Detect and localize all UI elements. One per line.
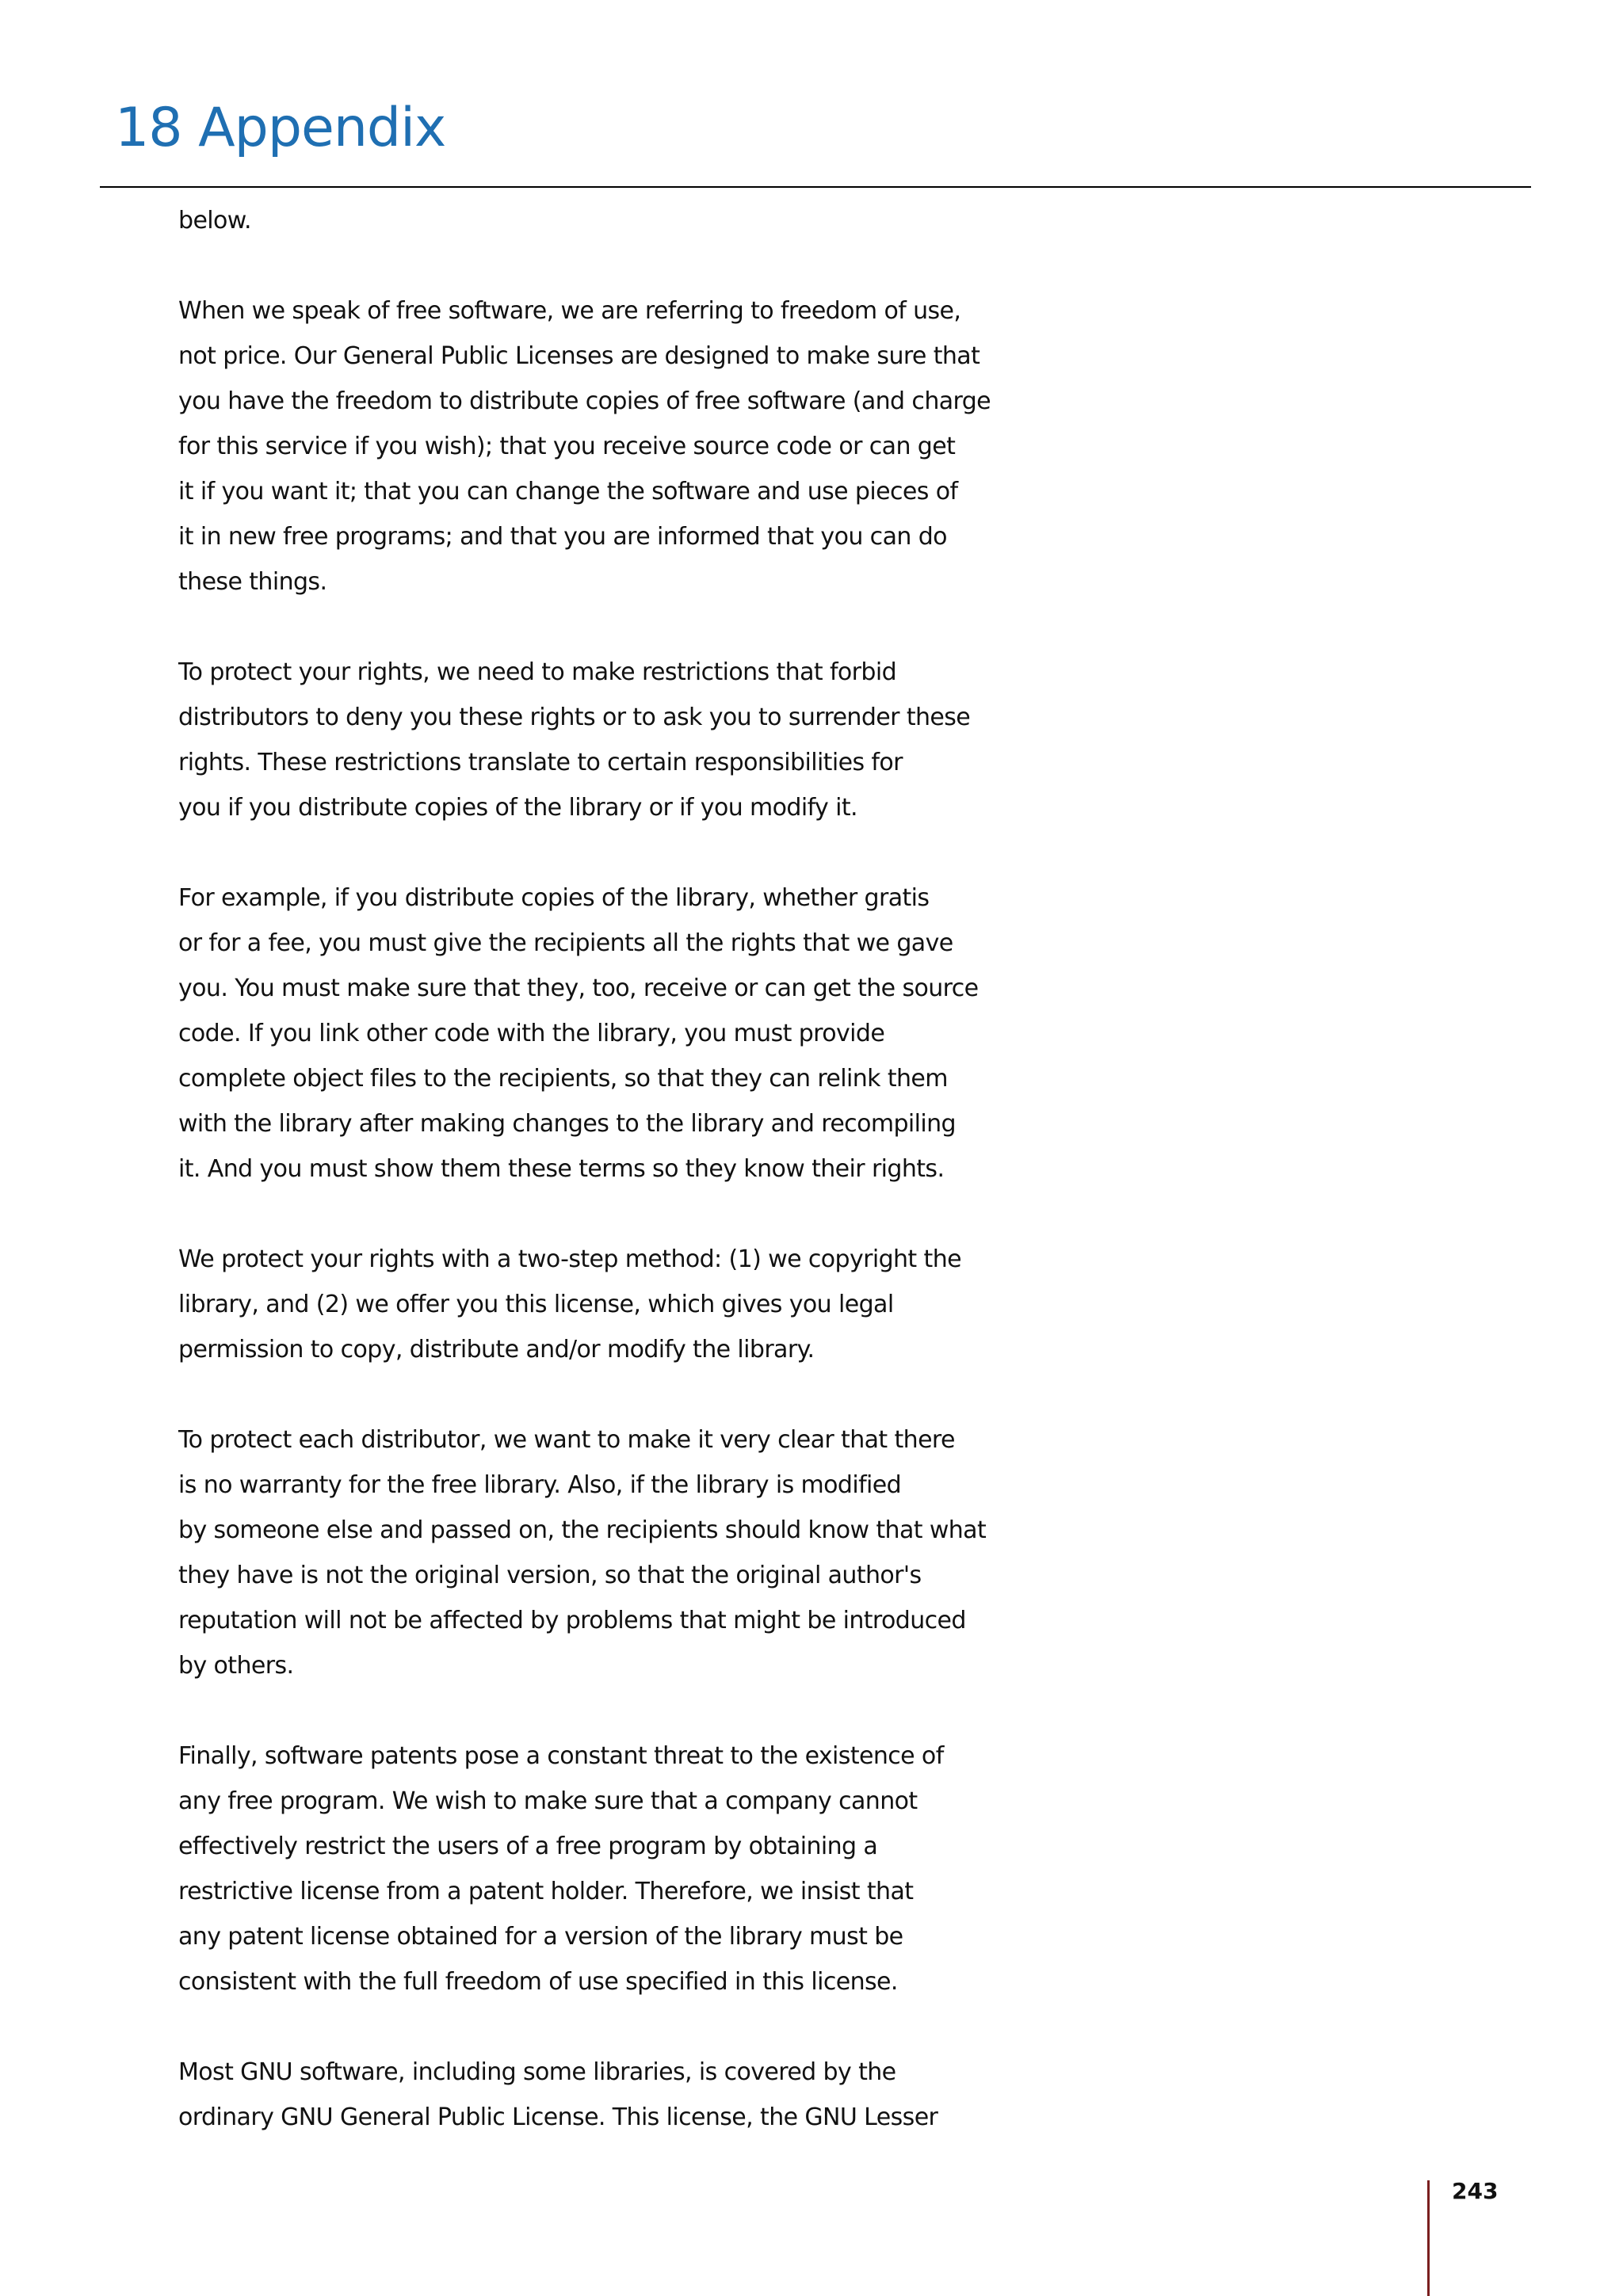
text-line: library, and (2) we offer you this license, which gives you legal — [178, 1291, 894, 1318]
text-line: any free program. We wish to make sure that a company cannot — [178, 1787, 918, 1815]
text-line: or for a fee, you must give the recipients all the rights that we gave — [178, 929, 953, 957]
text-line: distributors to deny you these rights or to ask you to surrender these — [178, 704, 971, 731]
page-number: 243 — [1452, 2178, 1499, 2204]
license-body-text — [178, 198, 1050, 2185]
text-line: these things. — [178, 568, 327, 596]
paragraph — [178, 1733, 1050, 2004]
text-line: To protect your rights, we need to make restrictions that forbid — [178, 658, 897, 686]
text-line: is no warranty for the free library. Also, if the library is modified — [178, 1471, 902, 1499]
text-line: permission to copy, distribute and/or modify the library. — [178, 1336, 815, 1363]
footer-divider — [1427, 2180, 1430, 2296]
header-divider — [100, 186, 1531, 188]
text-line: they have is not the original version, so that the original author's — [178, 1562, 922, 1589]
text-line: by someone else and passed on, the recipients should know that what — [178, 1516, 987, 1544]
text-line: code. If you link other code with the library, you must provide — [178, 1020, 885, 1047]
chapter-title: 18 Appendix — [115, 97, 446, 159]
paragraph — [178, 198, 1050, 243]
text-line: rights. These restrictions translate to certain responsibilities for — [178, 749, 903, 776]
text-line: When we speak of free software, we are referring to freedom of use, — [178, 297, 961, 325]
text-line: with the library after making changes to the library and recompiling — [178, 1110, 956, 1138]
paragraph — [178, 1417, 1050, 1688]
text-line: by others. — [178, 1652, 294, 1680]
paragraph — [178, 650, 1050, 830]
text-line: for this service if you wish); that you receive source code or can get — [178, 433, 956, 460]
text-line: not price. Our General Public Licenses are designed to make sure that — [178, 342, 980, 370]
text-line: restrictive license from a patent holder. Therefore, we insist that — [178, 1878, 914, 1905]
paragraph — [178, 1237, 1050, 1372]
text-line: We protect your rights with a two-step method: (1) we copyright the — [178, 1245, 961, 1273]
text-line: For example, if you distribute copies of the library, whether gratis — [178, 884, 930, 912]
text-line: complete object files to the recipients, so that they can relink them — [178, 1065, 948, 1093]
text-line: you if you distribute copies of the library or if you modify it. — [178, 794, 857, 822]
paragraph — [178, 2050, 1050, 2140]
text-line: ordinary GNU General Public License. This license, the GNU Lesser — [178, 2103, 938, 2131]
paragraph — [178, 288, 1050, 605]
text-line: you. You must make sure that they, too, receive or can get the source — [178, 974, 979, 1002]
text-line: you have the freedom to distribute copies of free software (and charge — [178, 387, 991, 415]
text-line: effectively restrict the users of a free program by obtaining a — [178, 1833, 878, 1860]
text-line: reputation will not be affected by problems that might be introduced — [178, 1607, 966, 1634]
text-line: Most GNU software, including some libraries, is covered by the — [178, 2058, 896, 2086]
text-line: it in new free programs; and that you are informed that you can do — [178, 523, 947, 551]
paragraph — [178, 875, 1050, 1192]
text-line: below. — [178, 207, 251, 235]
text-line: To protect each distributor, we want to make it very clear that there — [178, 1426, 955, 1454]
text-line: any patent license obtained for a version of the library must be — [178, 1923, 903, 1951]
text-line: consistent with the full freedom of use specified in this license. — [178, 1968, 898, 1996]
text-line: it. And you must show them these terms so they know their rights. — [178, 1155, 945, 1183]
text-line: Finally, software patents pose a constant threat to the existence of — [178, 1742, 944, 1770]
text-line: it if you want it; that you can change the software and use pieces of — [178, 478, 958, 505]
